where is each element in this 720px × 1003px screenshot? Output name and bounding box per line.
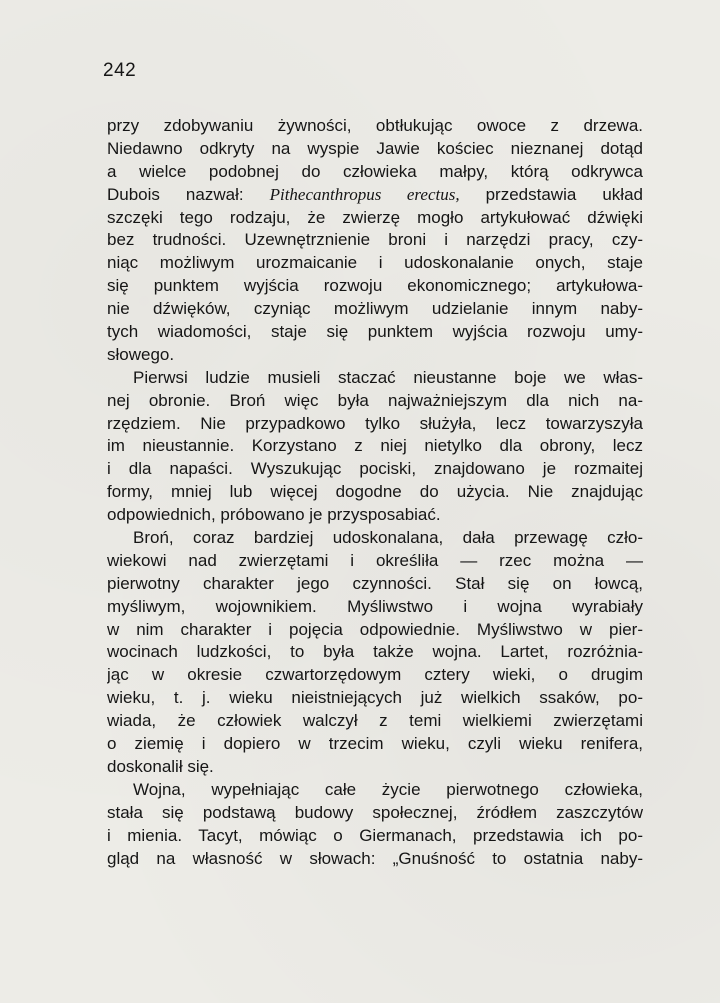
text-line: bez trudności. Uzewnętrznienie broni i narzędzi pracy, czy- (107, 230, 643, 250)
paragraph-start: Wojna, wypełniając całe życie pierwotnego człowieka, (133, 779, 643, 799)
text-line: i dla napaści. Wyszukując pociski, znajdowano je rozmaitej (107, 459, 643, 479)
text-line: im nieustannie. Korzystano z niej nietylko dla obrony, lecz (107, 436, 643, 456)
text-line: myśliwym, wojownikiem. Myśliwstwo i wojna wyrabiały (107, 596, 643, 616)
text-span: przedstawia układ (459, 184, 643, 204)
text-line (107, 184, 643, 207)
text-line: o ziemię i dopiero w trzecim wieku, czyli wieku renifera, (107, 734, 643, 754)
text-span: Dubois nazwał: (107, 184, 270, 204)
text-line: odpowiednich, próbowano je przysposabiać. (107, 505, 441, 525)
text-line: a wielce podobnej do człowieka małpy, którą odkrywca (107, 161, 643, 181)
text-line: w nim charakter i pojęcia odpowiednie. Myśliwstwo w pier- (107, 619, 643, 639)
text-line: jąc w okresie czwartorzędowym cztery wieki, o drugim (107, 665, 643, 685)
species-name: Pithecanthropus erectus, (269, 184, 460, 204)
text-line: wieku, t. j. wieku nieistniejących już wielkich ssaków, po- (107, 688, 643, 708)
text-line: przy zdobywaniu żywności, obtłukując owoce z drzewa. (107, 116, 643, 135)
text-line: nej obronie. Broń więc była najważniejszym dla nich na- (107, 390, 643, 410)
text-line: stała się podstawą budowy społecznej, źródłem zaszczytów (107, 802, 643, 822)
text-line: wiada, że człowiek walczył z temi wielkiemi zwierzętami (107, 711, 643, 731)
text-line: tych wiadomości, staje się punktem wyjścia rozwoju umy- (107, 322, 643, 342)
body-text (107, 115, 643, 870)
text-line: wocinach ludzkości, to była także wojna. Lartet, rozróżnia- (107, 642, 643, 662)
text-line: nie dźwięków, czyniąc możliwym udzielanie innym naby- (107, 299, 643, 319)
text-line: doskonalił się. (107, 756, 214, 776)
text-line: pierwotny charakter jego czynności. Stał się on łowcą, (107, 573, 643, 593)
text-line: Niedawno odkryty na wyspie Jawie kościec nieznanej dotąd (107, 138, 643, 158)
text-line: szczęki tego rodzaju, że zwierzę mogło artykułować dźwięki (107, 207, 643, 227)
text-line: gląd na własność w słowach: „Gnuśność to ostatnia naby- (107, 848, 643, 868)
text-line: niąc możliwym urozmaicanie i udoskonalanie onych, staje (107, 253, 643, 273)
text-line: i mienia. Tacyt, mówiąc o Giermanach, przedstawia ich po- (107, 825, 643, 845)
text-line: się punktem wyjścia rozwoju ekonomicznego; artykułowa- (107, 276, 643, 296)
text-line: wiekowi nad zwierzętami i określiła — rzec można — (107, 550, 643, 570)
page-number: 242 (103, 60, 137, 81)
paragraph-start: Pierwsi ludzie musieli staczać nieustanne boje we włas- (133, 367, 643, 387)
text-line: słowego. (107, 344, 175, 364)
paragraph-start: Broń, coraz bardziej udoskonalana, dała przewagę czło- (133, 528, 643, 548)
text-line: formy, mniej lub więcej dogodne do użycia. Nie znajdując (107, 482, 643, 502)
text-line: rzędziem. Nie przypadkowo tylko służyła, lecz towarzyszyła (107, 413, 643, 433)
